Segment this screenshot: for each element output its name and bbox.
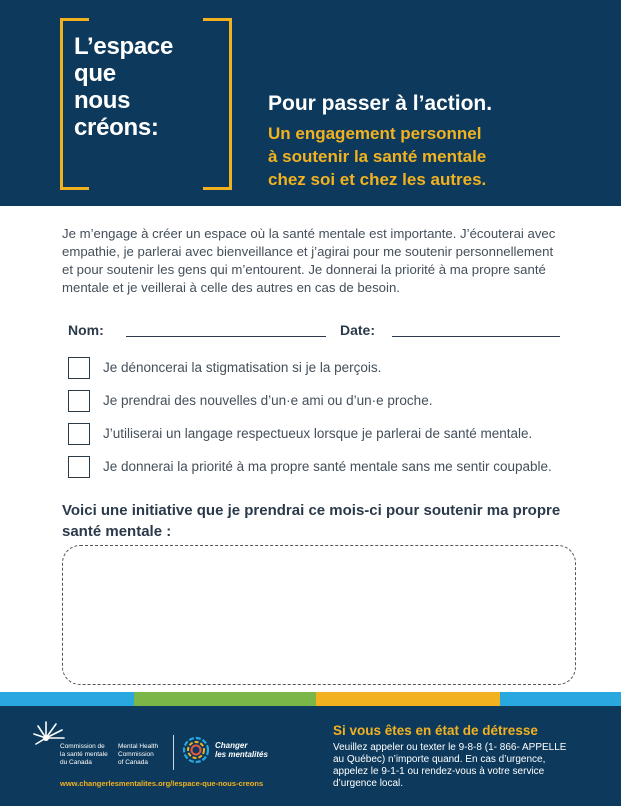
signature-row: [0, 322, 621, 342]
checklist-item[interactable]: [68, 456, 621, 480]
stripe-yellow: [316, 692, 500, 706]
initiative-prompt: Voici une initiative que je prendrai ce mois-ci pour soutenir ma propre santé mentale :: [62, 502, 561, 540]
date-field[interactable]: [392, 336, 560, 337]
changer-logo-icon: [182, 736, 210, 764]
name-label: Nom:: [68, 322, 104, 338]
checkbox[interactable]: [68, 357, 90, 379]
checkbox[interactable]: [68, 423, 90, 445]
campaign-url-link[interactable]: www.changerlesmentalites.org/lespace-que-nous-creons: [60, 779, 264, 788]
logo-line: L’espace: [74, 33, 174, 60]
logo-line: nous: [74, 87, 131, 114]
name-field[interactable]: [126, 336, 326, 337]
initiative-textarea[interactable]: [62, 545, 576, 685]
logo-line: créons:: [74, 114, 159, 141]
action-title: Pour passer à l’action.: [268, 92, 493, 115]
stripe-blue-right: [500, 692, 621, 706]
checklist-label: Je donnerai la priorité à ma propre santé mentale sans me sentir coupable.: [103, 459, 552, 474]
commitment-intro: Je m’engage à créer un espace où la santé mentale est importante. J’écouterai avec empathie, je parlerai avec bienveillance et j’agirai pour me soutenir personnellement et pour soutenir les gens qui m’entourent. Je donnerai la priorité à ma propre santé mentale et je veillerai à celle des autres en cas de besoin.: [62, 226, 556, 295]
checkbox[interactable]: [68, 390, 90, 412]
stripe-blue: [0, 692, 134, 706]
stripe-green: [134, 692, 316, 706]
subtitle-line: Un engagement personnel: [268, 124, 482, 143]
checklist-label: J’utiliserai un langage respectueux lorsque je parlerai de santé mentale.: [103, 426, 533, 441]
checklist-item[interactable]: [68, 357, 621, 381]
org-name-fr: Commission de la santé mentale du Canada: [60, 743, 108, 766]
date-label: Date:: [340, 322, 376, 338]
checklist-label: Je prendrai des nouvelles d’un·e ami ou d’un·e proche.: [103, 393, 433, 408]
footer-divider: [173, 735, 174, 770]
checklist-item[interactable]: [68, 423, 621, 447]
changer-logo-text: Changer les mentalités: [215, 741, 268, 759]
subtitle-line: chez soi et chez les autres.: [268, 170, 487, 189]
checkbox[interactable]: [68, 456, 90, 478]
distress-title: Si vous êtes en état de détresse: [333, 723, 538, 738]
action-subtitle: [268, 122, 486, 191]
campaign-logo-text: [74, 33, 173, 141]
checklist-label: Je dénoncerai la stigmatisation si je la perçois.: [103, 360, 382, 375]
subtitle-line: à soutenir la santé mentale: [268, 147, 487, 166]
checklist-item[interactable]: [68, 390, 621, 414]
org-name-en: Mental Health Commission of Canada: [118, 743, 159, 766]
logo-line: que: [74, 60, 116, 87]
distress-body: Veuillez appeler ou texter le 9-8-8 (1- 866- APPELLE au Québec) n’importe quand. En cas d’urgence, appelez le 9-1-1 ou rendez-vous à votre service d’urgence local.: [333, 742, 567, 789]
